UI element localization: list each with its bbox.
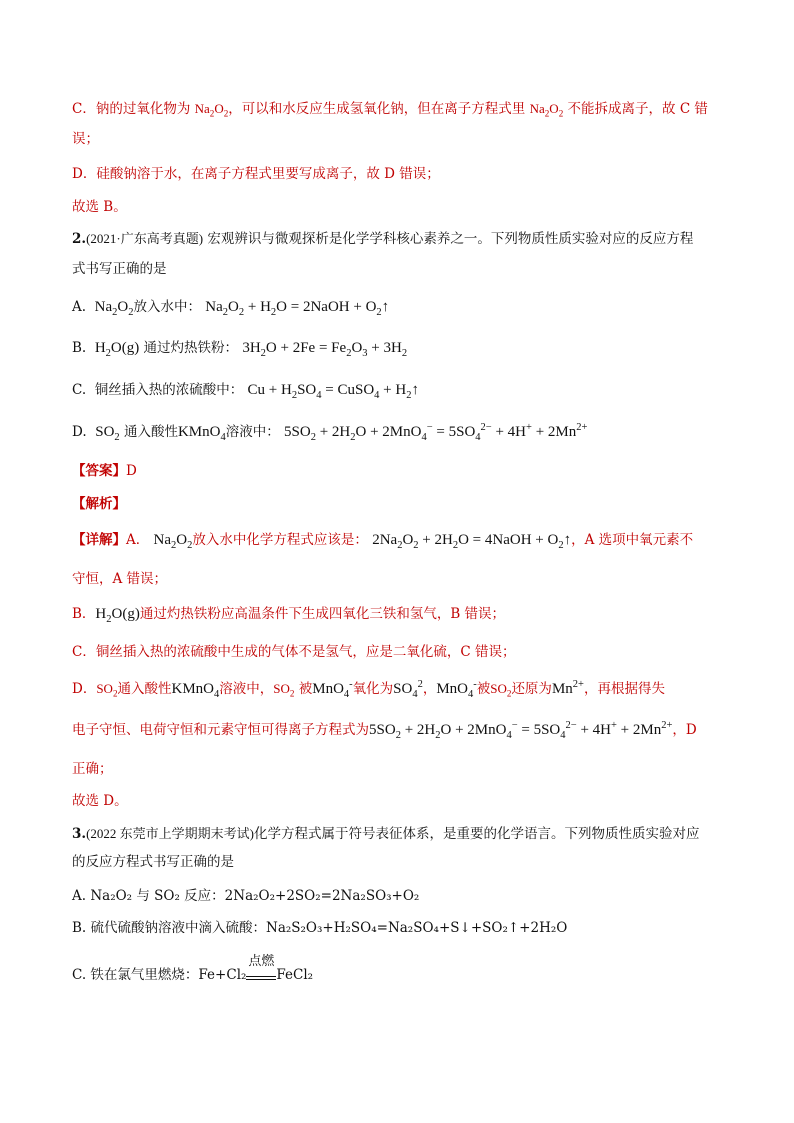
detail-line-4: C．铜丝插入热的浓硫酸中生成的气体不是氢气，应是二氧化硫，C 错误； bbox=[72, 644, 516, 660]
option-a: A. $Na_2O_2$放入水中： $Na_2O_2 + H_2O$ = 2NaOH + $O_2↑$ bbox=[72, 299, 390, 318]
question-number: 3. bbox=[72, 826, 87, 842]
option-c: C. 铜丝插入热的浓硫酸中： $Cu + H_2SO_4$ = CuSO$_4$ + $H_2↑$ bbox=[72, 382, 419, 401]
question-source: (2021·广东高考真题) bbox=[86, 231, 204, 246]
conclusion-line: 故选 B。 bbox=[72, 199, 127, 215]
detail-line-7: 正确； bbox=[72, 761, 113, 777]
detail-line-2: 守恒，A 错误； bbox=[72, 571, 168, 587]
detail-line-5: D．$SO_2$通入酸性KMnO$_4$溶液中，$SO_2$ 被MnO$_4$-氧化为$SO_4^2$，MnO$_4$-被$SO_2$还原为$Mn^{2+}$，再根据得失 bbox=[72, 679, 665, 700]
q3-option-b: B. 硫代硫酸钠溶液中滴入硫酸：Na₂S₂O₃+H₂SO₄=Na₂SO₄+S↓+SO₂↑+2H₂O bbox=[72, 920, 568, 936]
answer-line: 【答案】D bbox=[72, 463, 137, 479]
detail-line-3: B．$H_2O(g)$通过灼热铁粉应高温条件下生成四氧化三铁和氢气，B 错误； bbox=[72, 606, 506, 625]
question-2-stem-cont: 式书写正确的是 bbox=[72, 261, 167, 277]
text: C．钠的过氧化物为 bbox=[72, 101, 195, 117]
option-b: B. $H_2O(g)$ 通过灼热铁粉： $3H_2O + 2Fe = Fe_2O_3 + 3H_2$ bbox=[72, 340, 408, 359]
detail-line-8: 故选 D。 bbox=[72, 793, 128, 809]
detail-line-1: 【详解】A． $Na_2O_2$放入水中化学方程式应该是： $2Na_2O_2 + 2H_2O$ = 4NaOH + $O_2↑$，A 选项中氧元素不 bbox=[72, 532, 694, 551]
analysis-line-c2: 误； bbox=[72, 131, 99, 147]
analysis-line-c: C．钠的过氧化物为 $Na_2O_2$，可以和水反应生成氢氧化钠，但在离子方程式里 $Na_2O_2$ 不能拆成离子，故 C 错 bbox=[72, 101, 708, 119]
reaction-condition: 点燃 bbox=[246, 966, 276, 988]
question-3-stem-cont: 的反应方程式书写正确的是 bbox=[72, 854, 234, 870]
question-source: (2022 东莞市上学期期末考试) bbox=[86, 826, 255, 841]
detail-line-6: 电子守恒、电荷守恒和元素守恒可得离子方程式为$5SO_2 + 2H_2O + 2MnO_4^- = 5SO_4^{2-} + 4H^+ + 2Mn^{2+}$，D bbox=[72, 720, 697, 741]
option-d: D. $SO_2$ 通入酸性KMnO$_4$溶液中： $5SO_2 + 2H_2O + 2MnO_4^- = 5SO_4^{2-} + 4H^+ + 2Mn^{2+}$ bbox=[72, 422, 588, 443]
analysis-header: 【解析】 bbox=[72, 496, 126, 512]
analysis-line-d: D．硅酸钠溶于水，在离子方程式里要写成离子，故 D 错误； bbox=[72, 166, 440, 182]
question-3-stem: 3.(2022 东莞市上学期期末考试)化学方程式属于符号表征体系，是重要的化学语言。下列物质性质实验对应 bbox=[72, 826, 700, 842]
q3-option-c: C. 铁在氯气里燃烧：Fe+Cl₂ 点燃 FeCl₂ bbox=[72, 964, 742, 988]
question-number: 2. bbox=[72, 231, 87, 247]
question-2-stem: 2.(2021·广东高考真题) 宏观辨识与微观探析是化学学科核心素养之一。下列物质性质实验对应的反应方程 bbox=[72, 231, 694, 247]
q3-option-a: A. Na₂O₂ 与 SO₂ 反应：2Na₂O₂+2SO₂=2Na₂SO₃+O₂ bbox=[72, 888, 420, 904]
